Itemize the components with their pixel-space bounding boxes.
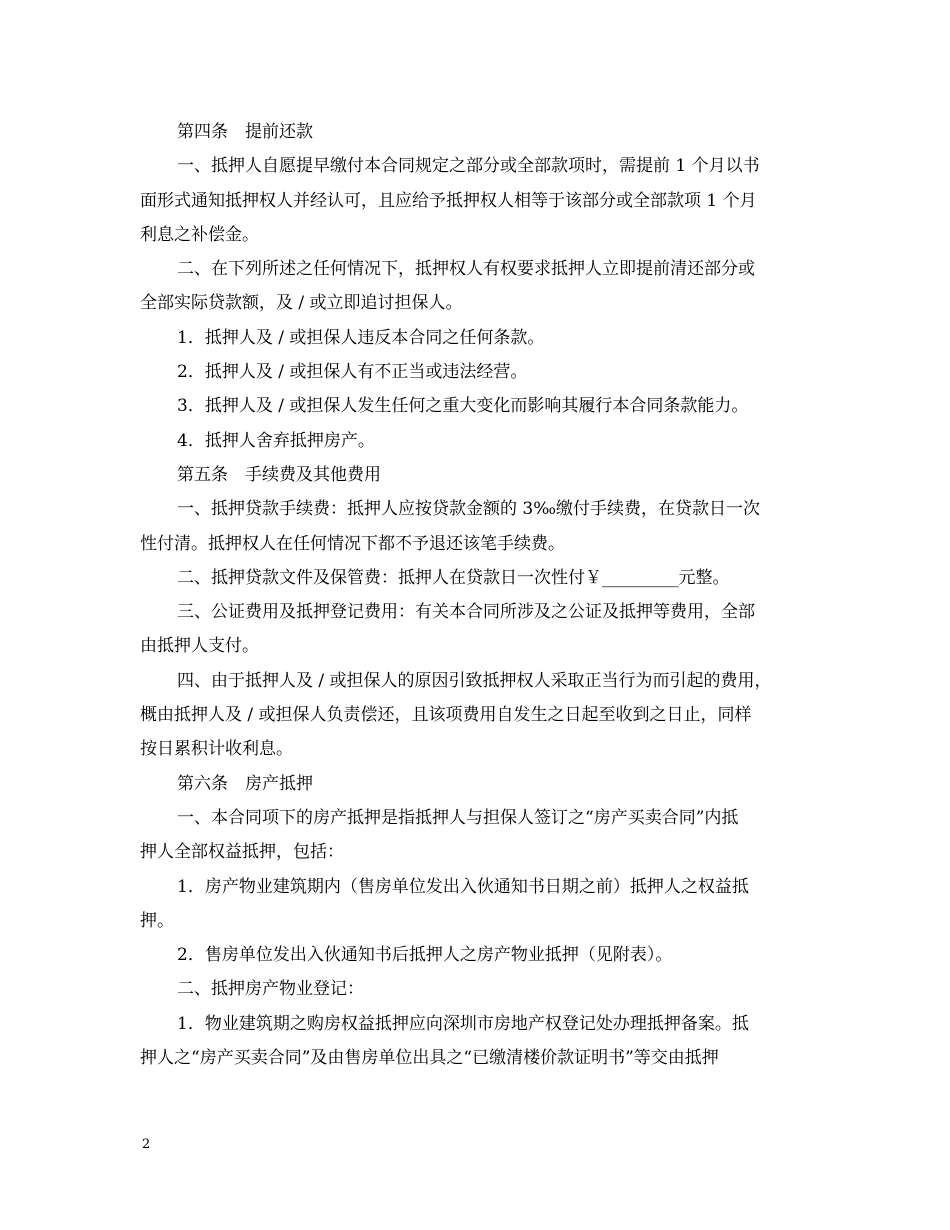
- text-line: 1．物业建筑期之购房权益抵押应向深圳市房地产权登记处办理抵押备案。抵: [177, 1013, 749, 1034]
- page-number: 2: [142, 1137, 151, 1152]
- text-line: 利息之补偿金。: [140, 224, 259, 245]
- text-line: 4．抵押人舍弃抵押房产。: [177, 430, 375, 451]
- text-line: 由抵押人支付。: [140, 636, 259, 657]
- text-line: 二、抵押房产物业登记：: [177, 979, 364, 1000]
- text-line: 四、由于抵押人及 / 或担保人的原因引致抵押权人采取正当行为而引起的费用，: [177, 670, 772, 691]
- text-line: 3．抵押人及 / 或担保人发生任何之重大变化而影响其履行本合同条款能力。: [177, 396, 749, 417]
- text-line: 性付清。抵押权人在任何情况下都不予退还该笔手续费。: [140, 533, 565, 554]
- document-body: [140, 118, 815, 1078]
- text-line: 第四条 提前还款: [177, 122, 313, 142]
- text-line: 二、在下列所述之任何情况下，抵押权人有权要求抵押人立即提前清还部分或: [177, 259, 755, 280]
- text-line: 全部实际贷款额，及 / 或立即追讨担保人。: [140, 293, 463, 314]
- text-line: 一、抵押人自愿提早缴付本合同规定之部分或全部款项时，需提前 1 个月以书: [177, 156, 760, 177]
- text-line: 押。: [140, 910, 174, 931]
- text-line: 1．抵押人及 / 或担保人违反本合同之任何条款。: [177, 327, 545, 348]
- text-line: 二、抵押贷款文件及保管费：抵押人在贷款日一次性付￥_________元整。: [177, 567, 730, 588]
- text-line: 三、公证费用及抵押登记费用：有关本合同所涉及之公证及抵押等费用，全部: [177, 602, 755, 623]
- text-line: 一、抵押贷款手续费：抵押人应按贷款金额的 3‰缴付手续费，在贷款日一次: [177, 499, 761, 520]
- text-line: 押人之“房产买卖合同”及由售房单位出具之“已缴清楼价款证明书”等交由抵押: [140, 1048, 719, 1069]
- text-line: 第五条 手续费及其他费用: [177, 464, 381, 485]
- text-line: 概由抵押人及 / 或担保人负责偿还，且该项费用自发生之日起至收到之日止，同样: [140, 705, 752, 726]
- text-line: 2．售房单位发出入伙通知书后抵押人之房产物业抵押（见附表）。: [177, 945, 673, 966]
- text-line: 面形式通知抵押权人并经认可，且应给予抵押权人相等于该部分或全部款项 1 个月: [140, 190, 757, 211]
- text-line: 押人全部权益抵押，包括：: [140, 842, 344, 863]
- text-line: 第六条 房产抵押: [177, 773, 313, 794]
- text-line: 2．抵押人及 / 或担保人有不正当或违法经营。: [177, 362, 528, 383]
- text-line: 按日累积计收利息。: [140, 739, 293, 760]
- text-line: 1．房产物业建筑期内（售房单位发出入伙通知书日期之前）抵押人之权益抵: [177, 876, 749, 897]
- text-line: 一、本合同项下的房产抵押是指抵押人与担保人签订之“房产买卖合同”内抵: [177, 807, 739, 828]
